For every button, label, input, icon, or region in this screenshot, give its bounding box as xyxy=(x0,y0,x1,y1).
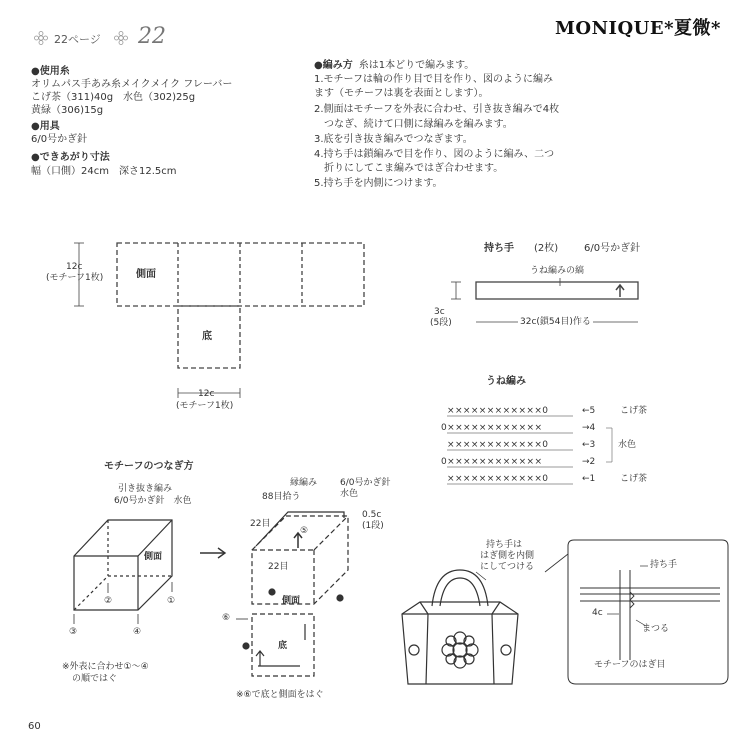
pattern-number: 22 xyxy=(138,24,166,49)
thickness-label: 0.5c xyxy=(362,510,382,520)
yarn-name: オリムパス手あみ糸メイクメイク フレーバー xyxy=(31,79,233,90)
row-number: →2 xyxy=(582,457,596,467)
step-line: ます（モチーフは裏を表面とします）。 xyxy=(314,88,489,99)
detail-handle-label: 持ち手 xyxy=(650,560,678,570)
step-line: 1.モチーフは輪の作り目で目を作り、図のように編み xyxy=(314,74,554,85)
handle-hook: 6/0号かぎ針 xyxy=(584,243,641,254)
layout-diagram xyxy=(74,243,364,398)
une-row: ××××××××××××0 xyxy=(447,474,549,484)
height-label: 12c xyxy=(66,262,83,272)
tools: 6/0号かぎ針 xyxy=(31,134,88,145)
bottom-face-label: 底 xyxy=(278,641,288,651)
row-number: ←3 xyxy=(582,440,596,450)
step-marker: ① xyxy=(167,596,176,606)
handle-diagram xyxy=(451,278,638,322)
watermark: MONIQUE*夏微* xyxy=(555,18,721,39)
flower-icon xyxy=(115,32,128,45)
step-line: 3.底を引き抜き編みでつなぎます。 xyxy=(314,134,473,145)
thickness-sub: (1段) xyxy=(362,521,384,531)
handle-stitch-label: うね編みの縞 xyxy=(530,266,585,276)
step-line: 5.持ち手を内側につけます。 xyxy=(314,178,443,189)
side-face-label: 側面 xyxy=(144,552,163,562)
color-label: こげ茶 xyxy=(620,474,648,484)
instructions-heading: ●編み方 糸は1本どりで編みます。 xyxy=(314,60,475,71)
side-label: 側面 xyxy=(136,269,156,280)
row-number: ←5 xyxy=(582,406,596,416)
handle-height-sub: (5段) xyxy=(430,318,452,328)
bag-note: にしてつける xyxy=(480,562,535,572)
assembled-box-diagram xyxy=(236,512,348,676)
materials-title: ●使用糸 xyxy=(31,66,70,77)
step-line: 折りにしてこま編みではぎ合わせます。 xyxy=(314,163,504,174)
page-number: 60 xyxy=(28,721,41,732)
bag-illustration xyxy=(402,570,518,684)
bottom-label: 底 xyxy=(202,331,212,342)
yarn-colors: こげ茶（311)40g 水色（302)25g xyxy=(31,92,196,103)
joining-title: モチーフのつなぎ方 xyxy=(104,461,194,472)
handle-title: 持ち手 xyxy=(484,243,514,254)
une-title: うね編み xyxy=(486,376,526,387)
color-label: 水色 xyxy=(618,440,637,450)
une-row: ××××××××××××0 xyxy=(447,440,549,450)
size-title: ●できあがり寸法 xyxy=(31,152,110,163)
flower-motif-icon xyxy=(442,632,478,668)
pick-label: 88目拾う xyxy=(262,492,301,502)
step-line: つなぎ、続けて口側に縁編みを編みます。 xyxy=(314,119,513,130)
edge-label: 縁編み xyxy=(290,478,318,488)
arrow-right-icon xyxy=(200,548,225,558)
step-marker: ② xyxy=(104,596,113,606)
handle-height: 3c xyxy=(434,307,445,317)
detail-size-label: 4c xyxy=(592,608,603,618)
slip-stitch-label: 引き抜き編み xyxy=(118,484,173,494)
stitch-count: 22目 xyxy=(250,519,271,529)
width-label: 12c xyxy=(198,389,215,399)
joining-note: ※⑥で底と側面をはぐ xyxy=(236,690,324,700)
detail-seam-label: モチーフのはぎ目 xyxy=(594,660,666,670)
joining-note: ※外表に合わせ①～④ xyxy=(62,662,149,672)
detail-stitch-label: まつる xyxy=(642,624,670,634)
page-reference: 22ページ xyxy=(54,33,101,46)
une-row: ××××××××××××0 xyxy=(447,406,549,416)
step-line: 4.持ち手は鎖編みで目を作り、図のように編み、二つ xyxy=(314,149,555,160)
une-row: 0×××××××××××× xyxy=(441,457,543,467)
step-marker: ④ xyxy=(133,627,142,637)
joining-note: の順ではぐ xyxy=(72,674,118,684)
bag-note: はぎ側を内側 xyxy=(480,551,535,561)
handle-length: 32c(鎖54目)作る xyxy=(520,317,591,327)
width-sub-label: (モチーフ1枚) xyxy=(176,401,234,411)
row-number: ←1 xyxy=(582,474,596,484)
flower-icon xyxy=(35,32,48,45)
step-marker: ⑤ xyxy=(300,526,309,536)
color2-label: 水色 xyxy=(340,489,359,499)
tools-title: ●用具 xyxy=(31,121,60,132)
hook2-label: 6/0号かぎ針 xyxy=(340,478,391,488)
step-marker: ③ xyxy=(69,627,78,637)
side-box-diagram xyxy=(74,520,172,624)
side-face-label: 側面 xyxy=(282,596,301,606)
une-row: 0×××××××××××× xyxy=(441,423,543,433)
yarn-colors-2: 黄緑（306)15g xyxy=(31,105,104,116)
stitch-count: 22目 xyxy=(268,562,289,572)
hook-color-label: 6/0号かぎ針 水色 xyxy=(114,496,192,506)
color-label: こげ茶 xyxy=(620,406,648,416)
bag-note: 持ち手は xyxy=(486,540,523,550)
row-number: →4 xyxy=(582,423,596,433)
step-line: 2.側面はモチーフを外表に合わせ、引き抜き編みで4枚 xyxy=(314,104,560,115)
height-sub-label: (モチーフ1枚) xyxy=(46,273,104,283)
handle-count: (2枚) xyxy=(534,243,559,254)
callout-line xyxy=(545,554,568,572)
finished-size: 幅（口側）24cm 深さ12.5cm xyxy=(31,166,177,177)
step-marker: ⑥ xyxy=(222,613,231,623)
